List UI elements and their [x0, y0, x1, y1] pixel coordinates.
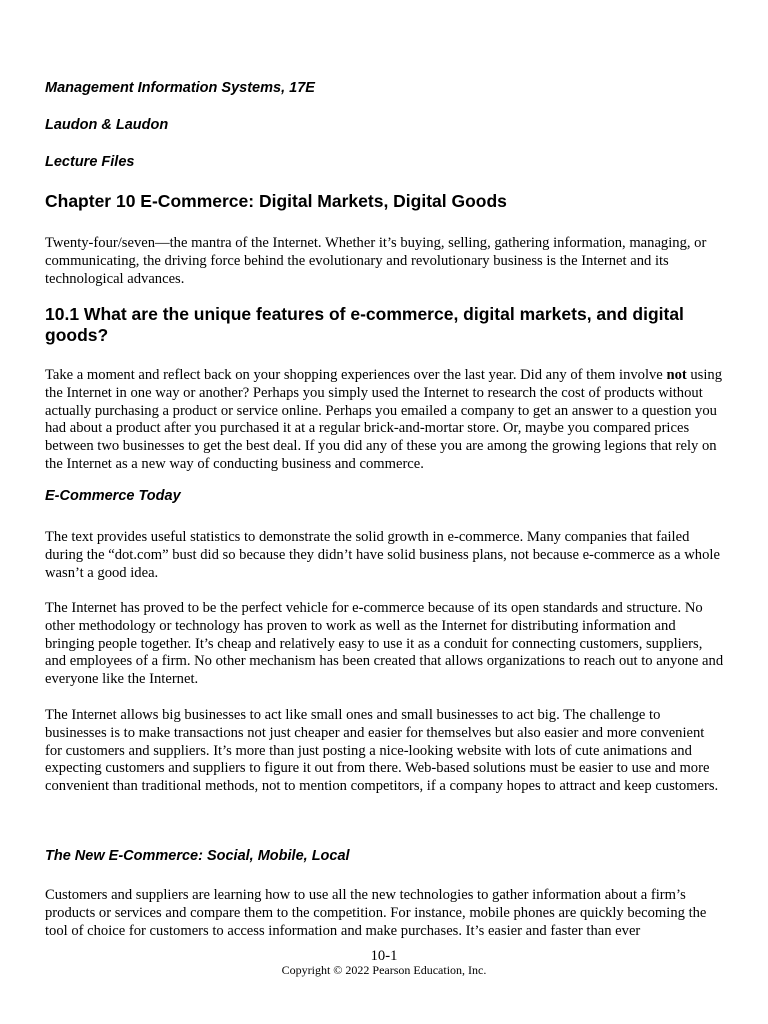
new-ecommerce-paragraph: Customers and suppliers are learning how to use all the new technologies to gather information about a firm’s products or services and compare them to the competition. For instance, mobile phones are quickly becoming the tool of choice for customers to access information and make purchases. It’s easier and faster than ever — [45, 887, 707, 939]
emphasis-not: not — [666, 367, 687, 383]
book-title: Management Information Systems, 17E — [45, 80, 315, 96]
section-heading-10-1: 10.1 What are the unique features of e-commerce, digital markets, and digital goods? — [45, 304, 684, 345]
page-number: 10-1 — [370, 948, 398, 964]
file-type-label: Lecture Files — [45, 154, 135, 170]
section-10-1-paragraph — [45, 367, 725, 474]
section-heading-ecommerce-today: E-Commerce Today — [45, 488, 181, 504]
section-heading-new-ecommerce: The New E-Commerce: Social, Mobile, Local — [45, 848, 350, 864]
ecommerce-today-paragraph-3: The Internet allows big businesses to act like small ones and small businesses to act big. The challenge to businesses is to make transactions not just cheaper and easier for themselves but also easier and more convenient for customers and suppliers. It’s more than just posting a nice-looking website with lots of cute animations and expecting customers and suppliers to figure it out from there. Web-based solutions must be easier to use and more convenient than traditional methods, not to mention competitors, if a company hopes to attract and keep customers. — [45, 707, 719, 795]
chapter-title: Chapter 10 E-Commerce: Digital Markets, Digital Goods — [45, 191, 507, 211]
para-text-after: using the Internet in one way or another? Perhaps you simply used the Internet to research the cost of products without actually purchasing a product or service online. Perhaps you emailed a company to get an answer to a question you had about a product after you purchased it at a regular brick-and-mortar store. Or, maybe you compared prices between two businesses to get the best deal. If you did any of these you are among the growing legions that rely on the Internet as a new way of conducting business and commerce. — [45, 367, 723, 472]
authors: Laudon & Laudon — [45, 117, 169, 133]
ecommerce-today-paragraph-1: The text provides useful statistics to demonstrate the solid growth in e-commerce. Many companies that failed during the “dot.com” bust did so because they didn’t have solid business plans, not because e-commerce as a whole wasn’t a good idea. — [45, 529, 720, 581]
copyright-notice: Copyright © 2022 Pearson Education, Inc. — [281, 963, 487, 977]
ecommerce-today-paragraph-2: The Internet has proved to be the perfect vehicle for e-commerce because of its open standards and structure. No other methodology or technology has proven to work as well as the Internet for distributing information and bringing people together. It’s cheap and relatively easy to use it as a conduit for connecting customers, suppliers, and employees of a firm. No other mechanism has been created that allows organizations to reach out to anyone and everyone like the Internet. — [45, 600, 724, 688]
para-text-before: Take a moment and reflect back on your shopping experiences over the last year. Did any of them involve — [45, 367, 667, 383]
intro-paragraph: Twenty-four/seven—the mantra of the Internet. Whether it’s buying, selling, gathering information, managing, or communicating, the driving force behind the evolutionary and revolutionary business is the Internet and its technological advances. — [45, 235, 707, 287]
